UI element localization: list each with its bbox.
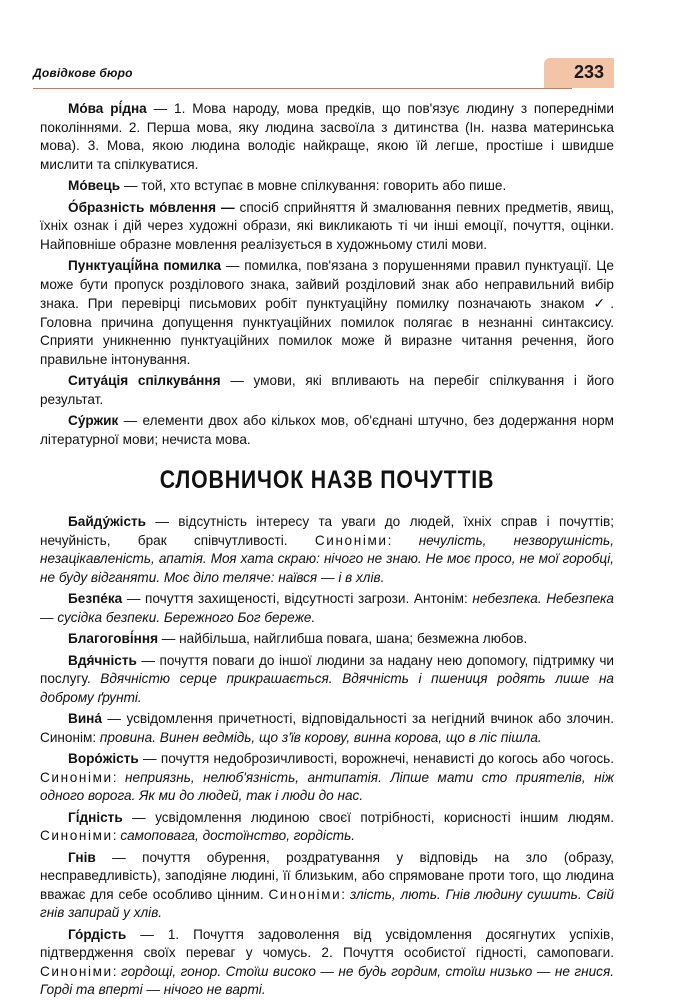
entry-definition: — той, хто вступає в мовне спілкування: говорить або пише. [120, 178, 507, 193]
entry-examples: злість, лють. Гнів людину сушить. Свій гнів запирай у хлів. [40, 886, 615, 920]
synonym-label: Синоніми [40, 769, 113, 785]
antonym-label: Антонім [413, 591, 464, 606]
check-mark-icon: ✓ [593, 295, 611, 311]
header-rule [33, 88, 572, 89]
page-number-tab [544, 58, 614, 88]
entry-bezpeka [40, 590, 614, 627]
label-colon: : [464, 591, 473, 606]
synonym-label: Синоніми [268, 886, 342, 902]
entry-term: Гі́дність [68, 809, 123, 825]
synonym-label: Синоніми [314, 532, 388, 548]
entry-definition: — елементи двох або кількох мов, об'єднані штучно, без додержання норм літературної мови; нечиста мова. [40, 413, 614, 447]
label-colon: : [92, 729, 100, 745]
entry-surzhyk [40, 412, 614, 449]
entry-definition: — почуття поваги до іншої людини за надану нею допомогу, підтримку чи послугу. [40, 652, 614, 686]
entry-definition: — почуття обурення, роздратування у відповідь на зло (образу, несправедливість), заподіяне людині, її близьким, або спрямоване проти того, що людина вважає для себе особливо цінним. [40, 849, 614, 902]
entry-definition: спосіб сприйняття й змалювання певних предметів, явищ, їхніх ознак і дій через художні образи, які викликають ті чи інші емоції, почуття, оцінки. Найповніше образне мовлення реалізується в художньому стилі мови. [40, 199, 615, 252]
synonym-label: Синоніми [40, 828, 113, 843]
entry-definition: — 1. Почуття задоволення від усвідомлення досягнутих успіхів, підтвердження своїх переваг у чомусь. 2. Почуття особистої гідності, самоповаги. [40, 926, 614, 960]
entry-term: Су́ржик [68, 413, 119, 428]
entry-term: Байду́жість [68, 514, 147, 529]
entry-punktuatsiina-pomylka [40, 257, 614, 369]
section-title: Довідкове бюро [33, 66, 133, 80]
entry-hordist [40, 926, 614, 1000]
entry-definition: — умови, які впливають на перебіг спілкування і його результат. [40, 373, 615, 407]
entry-sytuatsiia-spilkuvannia [40, 372, 614, 409]
entry-hniv [40, 849, 614, 923]
entry-definition: — 1. Мова народу, мова предків, що пов'язує людину з попередніми поколіннями. 2. Перша мова, яку людина засвоїла з дитинства (Ін. назва материнська мова). 3. Мова, якою людина володіє найкраще, якою їй легше, простіше і швидше мислити та спілкуватися. [40, 101, 614, 172]
synonym-label: Синоніми [40, 963, 113, 979]
entry-movets [40, 177, 614, 196]
entry-term: Мо́ва рі́дна [68, 101, 147, 116]
entry-blahohovinnia [40, 630, 614, 649]
entry-term: Ситуа́ція спілкува́ння [68, 373, 221, 388]
entry-term: Го́рдість [68, 926, 127, 942]
entry-definition: — помилка, пов'язана з порушеннями правил пунктуації. Це може бути пропуск розділового знака, зайвий розділовий знак або неправильний вибір знака. При перевірці письмових робіт пунктуаційну помилку позначають знаком [40, 258, 614, 311]
entry-vdiachnist [40, 652, 614, 708]
entry-definition: — почуття недоброзичливості, ворожнечі, ненависті до когось або чогось. [138, 751, 614, 766]
entry-obraznist-movlennia [40, 199, 614, 255]
entry-term: Мо́вець [68, 178, 121, 193]
page-header [33, 58, 614, 88]
entry-definition: — почуття захищеності, відсутності загрози. [122, 591, 414, 606]
entry-term: Безпе́ка [68, 591, 123, 606]
entry-hidnist [40, 809, 614, 846]
entry-definition: — найбільша, найглибша повага, шана; безмежна любов. [158, 631, 528, 646]
label-colon: : [112, 769, 126, 785]
entry-vyna [40, 710, 614, 747]
entry-examples: Вдячністю серце прикрашається. Вдячність і пшениця родять лише на доброму ґрунті. [40, 671, 614, 705]
entry-examples: небезпека. Небезпека — сусідка безпеки. Бережного Бог береже. [40, 591, 614, 625]
label-colon: : [387, 532, 419, 548]
entry-term: Гнів [68, 849, 96, 865]
entry-term: Вдя́чність [68, 652, 137, 668]
label-colon: : [112, 828, 121, 843]
entry-term: Вина́ [68, 711, 102, 726]
label-colon: : [341, 886, 350, 902]
label-colon: : [112, 963, 122, 979]
entry-examples: самоповага, достоїнство, гордість. [120, 828, 355, 843]
entry-mova-ridna [40, 100, 614, 174]
page-content [40, 100, 614, 1003]
synonym-label: Синонім [40, 729, 93, 745]
entry-examples: неприязнь, нелюб'язність, антипатія. Ліпше мати сто приятелів, ніж одного ворога. Як ми до людей, так і люди до нас. [40, 769, 614, 803]
entry-definition-cont: . Головна причина допущення пунктуаційних помилок полягає в незнанні синтаксису. Сприяти уникненню пунктуаційних помилок може й виразне читання речення, його правильне інтонування. [40, 296, 614, 367]
entry-vorozhist [40, 750, 614, 806]
entry-term: Воро́жість [68, 751, 139, 766]
entry-term: Благогові́ння [68, 631, 159, 646]
section-heading: СЛОВНИЧОК НАЗВ ПОЧУТТІВ [159, 466, 495, 494]
entry-definition: — усвідомлення людиною своєї потрібності, корисності іншим людям. [122, 809, 614, 825]
entry-definition: — відсутність інтересу та уваги до людей, їхніх справ і почуттів; нечуйність, брак співчутливості. [40, 514, 614, 548]
entry-examples: гордощі, гонор. Стоїш високо — не будь гордим, стоїш низько — не гнися. Горді та вперті — нічого не варті. [40, 963, 614, 997]
entry-term: Пунктуаці́йна помилка [68, 258, 222, 273]
entry-definition: — усвідомлення причетності, відповідальності за негідний вчинок або злочин. [101, 711, 614, 726]
entry-term: О́бразність мо́влення — [68, 199, 235, 215]
entry-baiduzhist [40, 513, 614, 587]
entry-examples: нечулість, незворушність, незацікавленість, апатія. Моя хата скраю: нічого не знаю. Не моє просо, не мої горобці, не буду відганяти. Моє діло теляче: наївся — і в хлів. [40, 532, 614, 585]
page-number: 233 [573, 62, 604, 82]
entry-examples: провина. Винен ведмідь, що з'їв корову, винна корова, що в ліс пішла. [99, 729, 542, 745]
